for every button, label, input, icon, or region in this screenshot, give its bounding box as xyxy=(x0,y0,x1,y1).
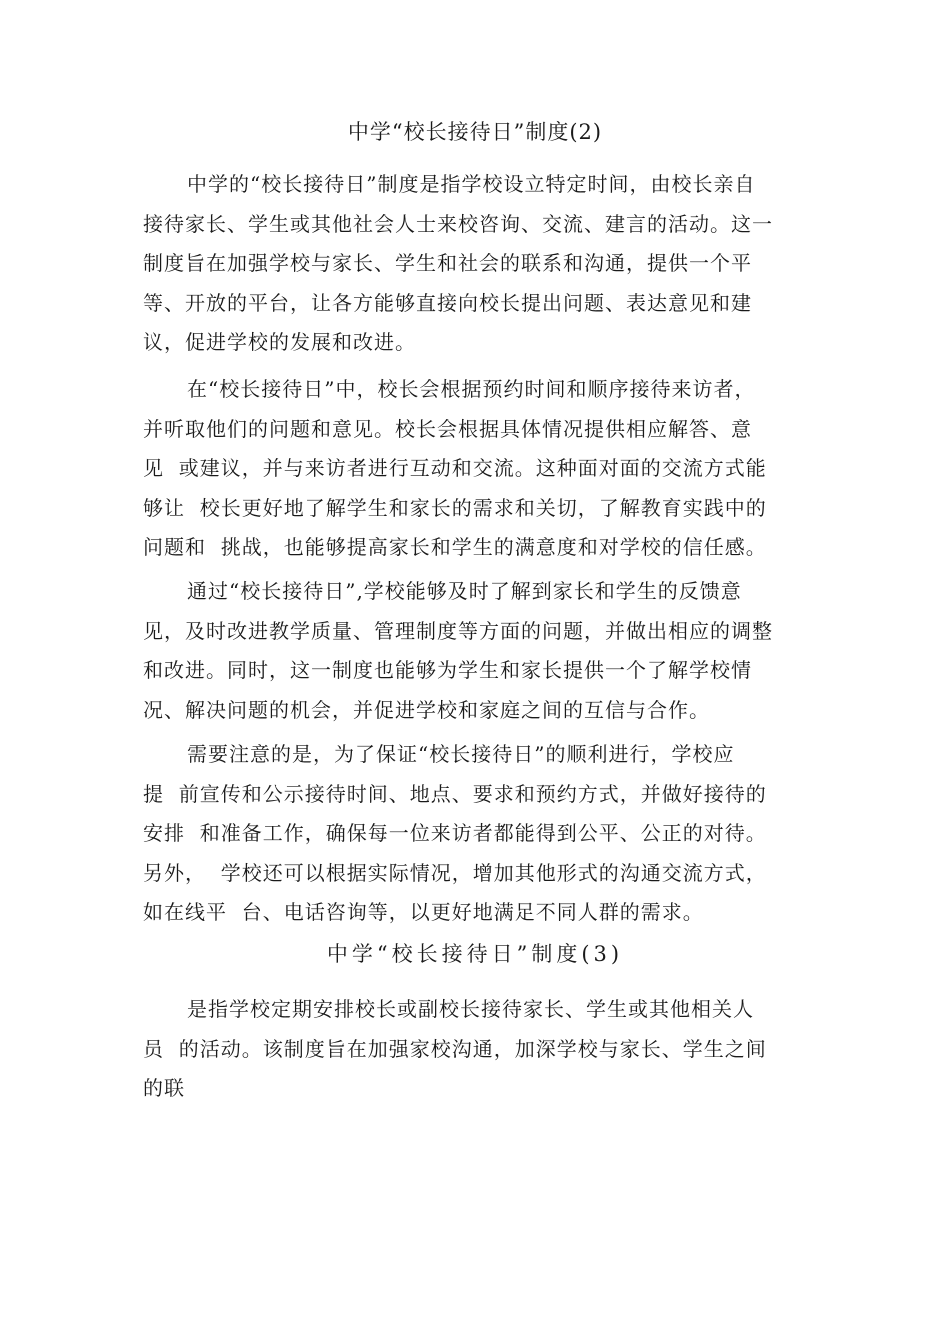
text-line: 安排 和准备工作，确保每一位来访者都能得到公平、公正的对待。 xyxy=(143,821,767,845)
text-line: 需要注意的是，为了保证“校长接待日”的顺利进行，学校应 xyxy=(187,742,735,766)
text-line: 见，及时改进教学质量、管理制度等方面的问题，并做出相应的调整 xyxy=(143,618,773,643)
paragraph xyxy=(143,370,803,568)
paragraph xyxy=(143,735,803,933)
text-line: 问题和 挑战，也能够提高家长和学生的满意度和对学校的信任感。 xyxy=(143,535,767,559)
text-line: 议，促进学校的发展和改进。 xyxy=(143,330,416,354)
text-line: 通过“校长接待日”,学校能够及时了解到家长和学生的反馈意 xyxy=(187,579,742,603)
paragraph xyxy=(143,165,803,363)
text-line: 况、解决问题的机会，并促进学校和家庭之间的互信与合作。 xyxy=(143,697,710,722)
section-title: 中学“校长接待日”制度(3) xyxy=(326,942,624,966)
text-line: 和改进。同时，这一制度也能够为学生和家长提供一个了解学校情 xyxy=(143,658,752,682)
text-line: 制度旨在加强学校与家长、学生和社会的联系和沟通，提供一个平 xyxy=(143,251,752,275)
text-line: 见 或建议，并与来访者进行互动和交流。这种面对面的交流方式能 xyxy=(143,456,767,480)
document-title: 中学“校长接待日”制度(2) xyxy=(347,120,603,144)
text-line: 另外， 学校还可以根据实际情况，增加其他形式的沟通交流方式， xyxy=(143,860,767,885)
text-line: 员 的活动。该制度旨在加强家校沟通，加深学校与家长、学生之间 xyxy=(143,1036,767,1061)
text-line: 是指学校定期安排校长或副校长接待家长、学生或其他相关人 xyxy=(187,997,754,1021)
text-line: 如在线平 台、电话咨询等，以更好地满足不同人群的需求。 xyxy=(143,900,704,924)
text-line: 在“校长接待日”中，校长会根据预约时间和顺序接待来访者， xyxy=(187,377,756,401)
text-line: 接待家长、学生或其他社会人士来校咨询、交流、建言的活动。这一 xyxy=(143,211,773,236)
text-line: 中学的“校长接待日”制度是指学校设立特定时间，由校长亲自 xyxy=(187,172,756,196)
text-line: 等、开放的平台，让各方能够直接向校长提出问题、表达意见和建 xyxy=(143,290,752,315)
paragraph xyxy=(143,572,803,730)
text-line: 的联 xyxy=(143,1076,185,1100)
text-line: 并听取他们的问题和意见。校长会根据具体情况提供相应解答、意 xyxy=(143,416,752,441)
text-line: 提 前宣传和公示接待时间、地点、要求和预约方式，并做好接待的 xyxy=(143,781,767,806)
text-line: 够让 校长更好地了解学生和家长的需求和关切，了解教育实践中的 xyxy=(143,495,767,520)
paragraph xyxy=(143,990,803,1109)
